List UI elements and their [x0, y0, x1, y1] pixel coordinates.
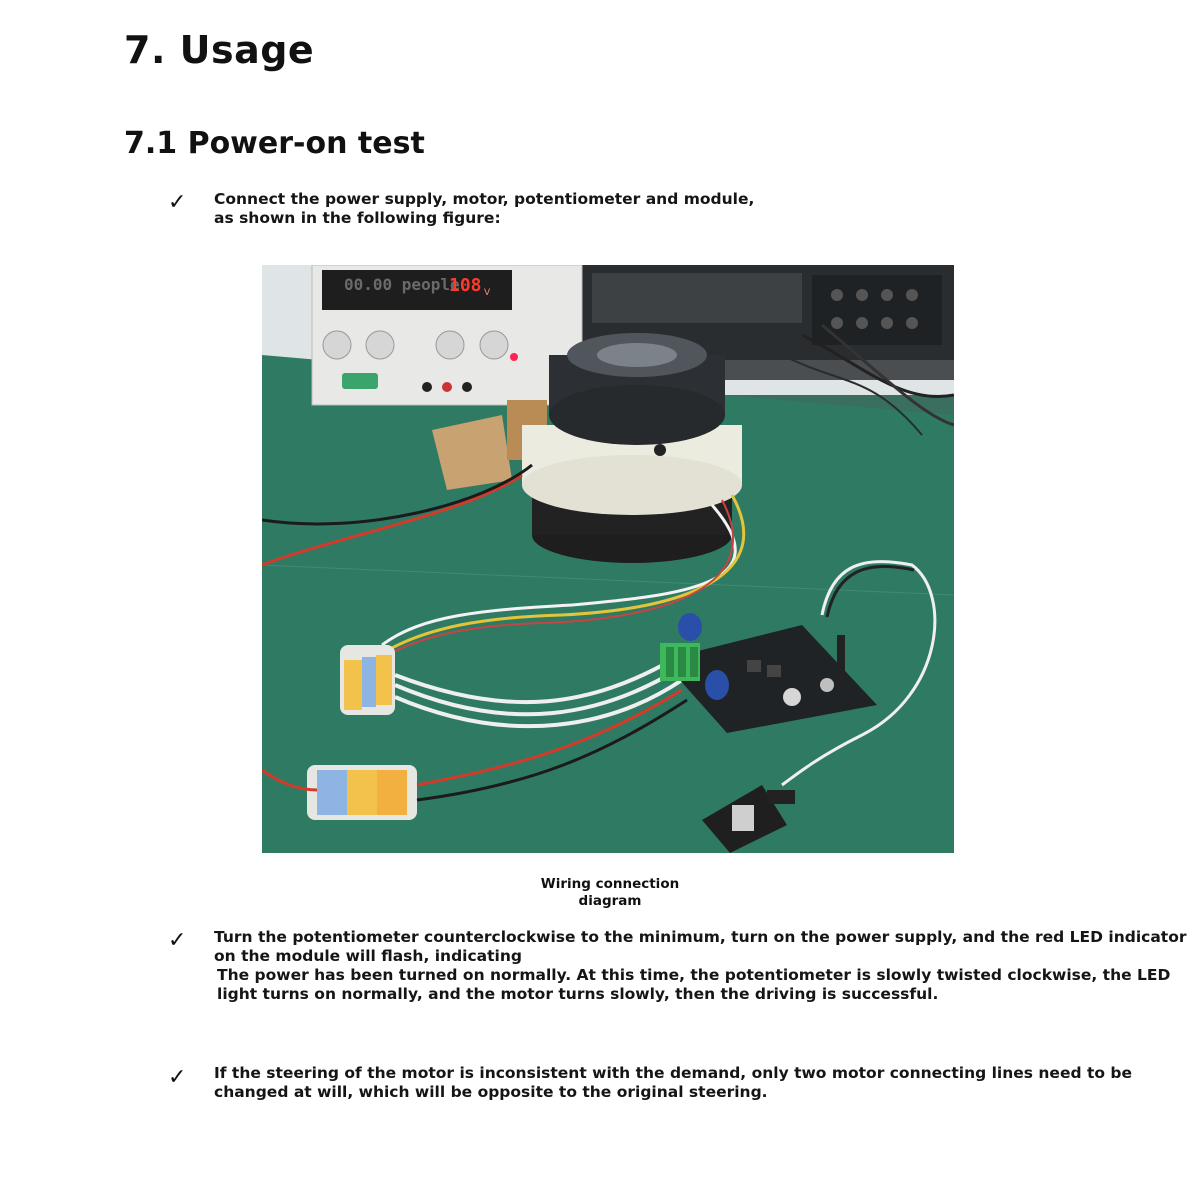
step-1-line-2: as shown in the following figure: [214, 209, 501, 227]
psu-display-left: 00.00 people [344, 275, 460, 294]
wago-connector-upper [340, 645, 395, 715]
step-2-continuation [217, 966, 1170, 1004]
checkmark-icon: ✓ [168, 928, 187, 953]
subsection-title: 7.1 Power-on test [124, 126, 425, 161]
wago-connector-lower [307, 765, 417, 820]
section-title: 7. Usage [124, 28, 315, 72]
bldc-fan-motor [522, 333, 742, 563]
caption-line-1: Wiring connection [540, 876, 680, 892]
checkmark-icon: ✓ [168, 190, 187, 215]
psu-display-right: 108 [449, 275, 482, 296]
step-2-cont-line-1: The power has been turned on normally. At this time, the potentiometer is slowly twisted clockwise, the LED [217, 966, 1171, 984]
step-2-text [214, 928, 1187, 966]
step-3-line-2: changed at will, which will be opposite to the original steering. [214, 1083, 768, 1101]
power-supply [312, 265, 582, 405]
wiring-photo [262, 265, 954, 853]
caption-line-2: diagram [578, 893, 642, 909]
step-3-text [214, 1064, 1132, 1102]
step-1-text [214, 190, 754, 228]
checkmark-icon: ✓ [168, 1065, 187, 1090]
step-2-line-1: Turn the potentiometer counterclockwise to the minimum, turn on the power supply, and the red LED indicator [214, 928, 1187, 946]
step-1-line-1: Connect the power supply, motor, potentiometer and module, [214, 190, 755, 208]
figure-caption [500, 876, 720, 910]
psu-unit: V [484, 288, 491, 298]
step-2-cont-line-2: light turns on normally, and the motor turns slowly, then the driving is successful. [217, 985, 939, 1003]
step-2-line-2: on the module will flash, indicating [214, 947, 522, 965]
step-3-line-1: If the steering of the motor is inconsistent with the demand, only two motor connecting lines need to be [214, 1064, 1133, 1082]
